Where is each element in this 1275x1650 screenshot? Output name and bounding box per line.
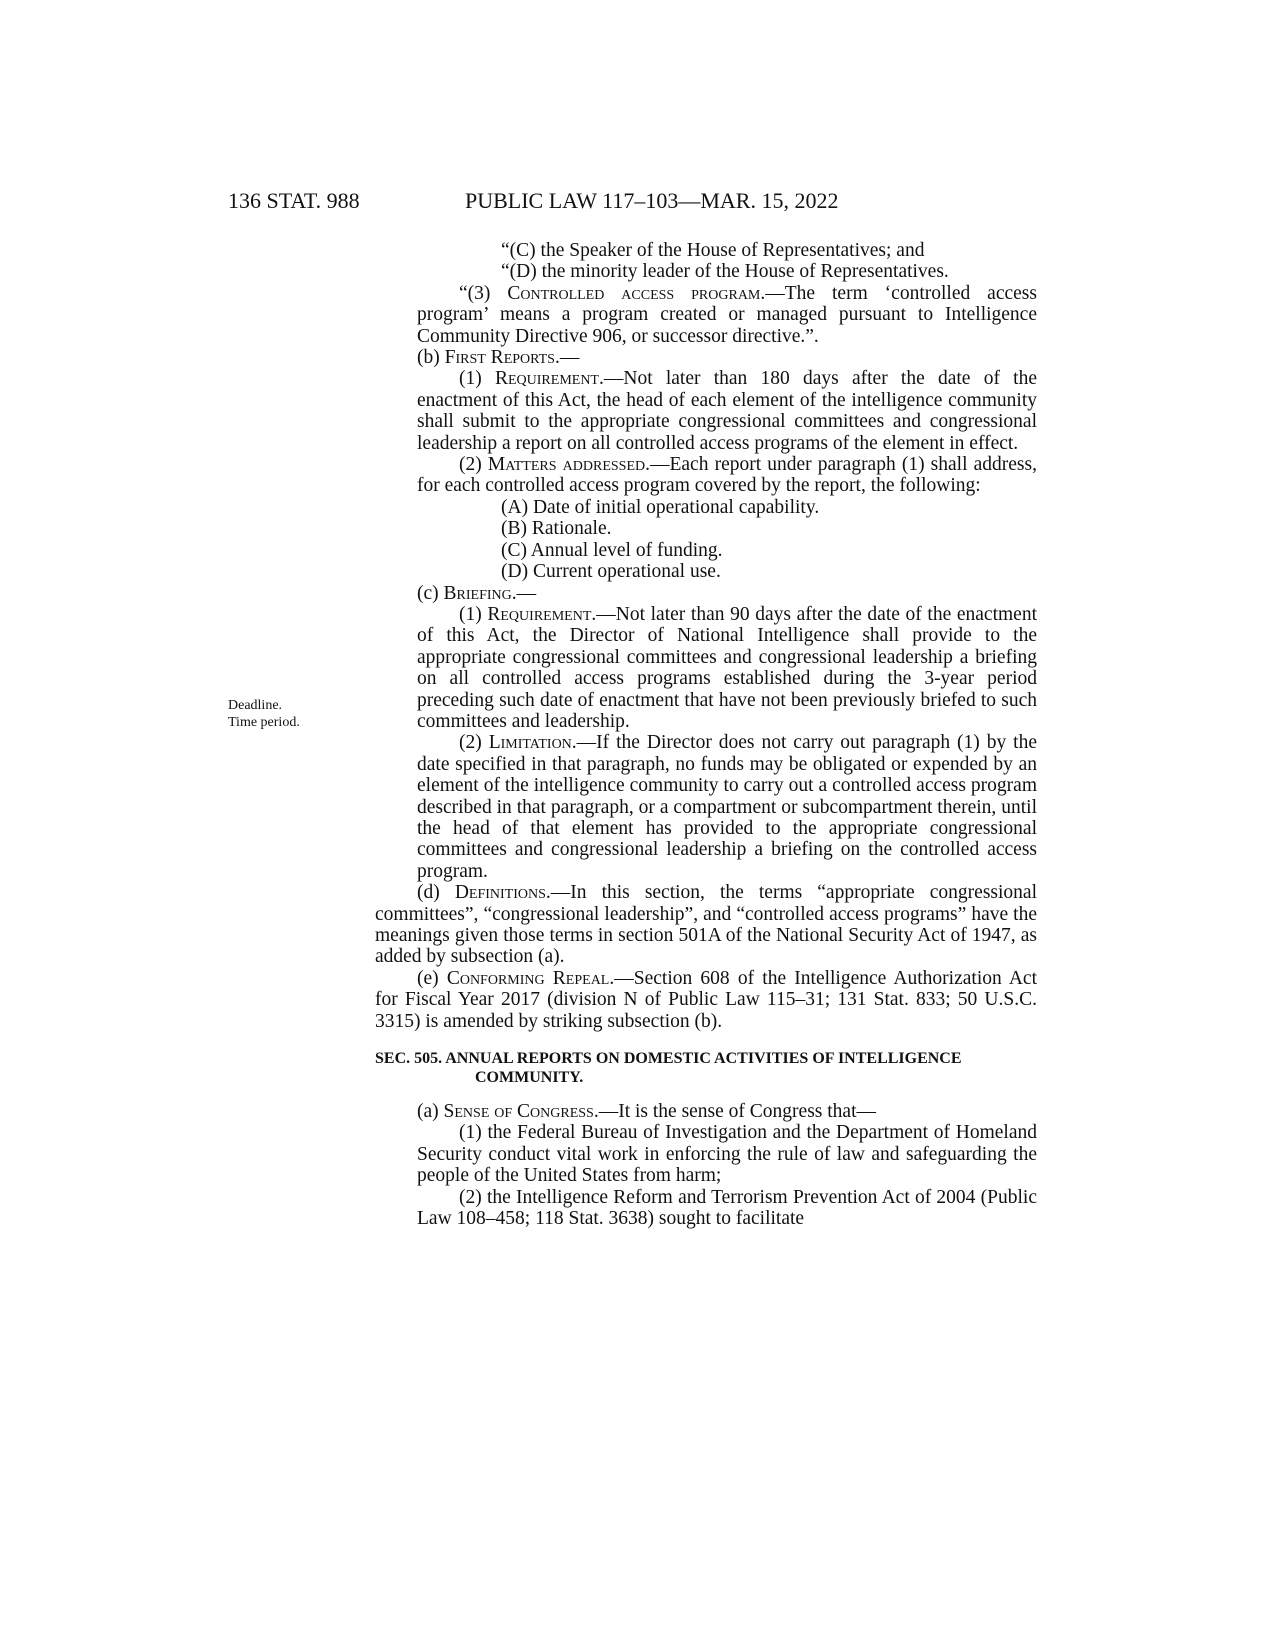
para-heading: First Reports — [444, 347, 555, 369]
para-text: .—If the Director does not carry out paragraph (1) by the date specified in that paragraph, no funds may be obligated or expended by an element of the intelligence community to carry out a controlled access program described in that paragraph, or a compartment or subcompartment therein, until the head of that element has provided to the appropriate congressional committees and congressional leadership a briefing on the controlled access program. — [417, 732, 1037, 882]
paragraph-3 — [375, 283, 1037, 347]
subsection-c — [375, 583, 1037, 604]
paragraph-2c: “(C) the Speaker of the House of Representatives; and — [501, 240, 925, 261]
sec505-subsection-a — [375, 1101, 1037, 1122]
subsection-b-2 — [375, 454, 1037, 497]
para-number: (2) — [459, 732, 489, 754]
para-heading: Requirement — [494, 368, 599, 390]
para-number: (a) — [417, 1101, 444, 1123]
margin-note-time-period: Time period. — [228, 715, 300, 730]
para-text: .— — [511, 582, 537, 604]
sec505-subsection-a-1: (1) the Federal Bureau of Investigation and the Department of Homeland Security conduct vital work in enforcing the rule of law and safeguarding the people of the United States from harm; — [417, 1122, 1037, 1187]
para-text: .—The term ‘controlled access program’ means a program created or managed pursuant to Intelligence Community Directive 906, or successor directive.”. — [417, 282, 1037, 347]
para-heading: Definitions — [454, 882, 546, 904]
para-heading: Conforming Repeal — [446, 967, 610, 989]
subsection-e — [375, 968, 1037, 1032]
para-heading: Briefing — [443, 582, 512, 604]
subsection-b-2-c: (C) Annual level of funding. — [501, 539, 723, 561]
margin-note-deadline: Deadline. — [228, 698, 283, 713]
subsection-c-2 — [375, 732, 1037, 882]
para-number: (1) — [459, 368, 495, 390]
paragraph-2d: “(D) the minority leader of the House of Representatives. — [501, 261, 949, 283]
statute-citation: 136 STAT. 988 — [228, 188, 360, 213]
para-number: (2) — [459, 454, 488, 476]
para-text: .— — [554, 347, 580, 369]
para-number: (e) — [417, 967, 447, 989]
para-text: .—It is the sense of Congress that— — [593, 1101, 876, 1123]
body-text — [375, 240, 1037, 1229]
subsection-b-1 — [375, 368, 1037, 454]
margin-note — [228, 697, 378, 731]
para-number: “(3) — [459, 282, 508, 304]
para-number: (1) — [459, 603, 488, 625]
subsection-b-2-a: (A) Date of initial operational capability. — [501, 496, 820, 518]
para-number: (b) — [417, 347, 445, 369]
subsection-b — [375, 347, 1037, 368]
subsection-c-1 — [375, 604, 1037, 732]
para-heading: Limitation — [488, 732, 572, 754]
subsection-b-2-d: (D) Current operational use. — [501, 561, 721, 583]
para-heading: Sense of Congress — [443, 1101, 594, 1123]
para-text: .—Each report under paragraph (1) shall address, for each controlled access program covered by the report, the following: — [417, 454, 1037, 497]
para-number: (c) — [417, 582, 444, 604]
subsection-b-2-b: (B) Rationale. — [501, 518, 612, 540]
para-text: .—In this section, the terms “appropriate congressional committees”, “congressional leadership”, and “controlled access programs” have the meanings given those terms in section 501A of the National Security Act of 1947, as added by subsection (a). — [375, 882, 1037, 968]
section-505-heading: SEC. 505. ANNUAL REPORTS ON DOMESTIC ACTIVITIES OF INTELLIGENCE COMMUNITY. — [375, 1050, 962, 1087]
para-text: .—Not later than 180 days after the date of the enactment of this Act, the head of each element of the intelligence community shall submit to the appropriate congressional committees and congressional leadership a report on all controlled access programs of the element in effect. — [417, 368, 1037, 454]
para-heading: Controlled access program — [507, 282, 761, 304]
subsection-d — [375, 882, 1037, 968]
para-heading: Requirement — [487, 603, 592, 625]
para-heading: Matters addressed — [487, 454, 646, 476]
para-text: .—Not later than 90 days after the date of the enactment of this Act, the Director of National Intelligence shall provide to the appropriate congressional committees and congressional leadership a briefing on all controlled access programs established during the 3-year period preceding such date of enactment that have not been previously briefed to such committees and leadership. — [417, 603, 1037, 732]
sec505-subsection-a-2: (2) the Intelligence Reform and Terrorism Prevention Act of 2004 (Public Law 108–458; 118 Stat. 3638) sought to facilitate — [417, 1186, 1037, 1230]
running-title: PUBLIC LAW 117–103—MAR. 15, 2022 — [465, 188, 839, 213]
para-text: .—Section 608 of the Intelligence Authorization Act for Fiscal Year 2017 (division N of Public Law 115–31; 131 Stat. 833; 50 U.S.C. 3315) is amended by striking subsection (b). — [375, 967, 1037, 1032]
para-number: (d) — [417, 882, 455, 904]
